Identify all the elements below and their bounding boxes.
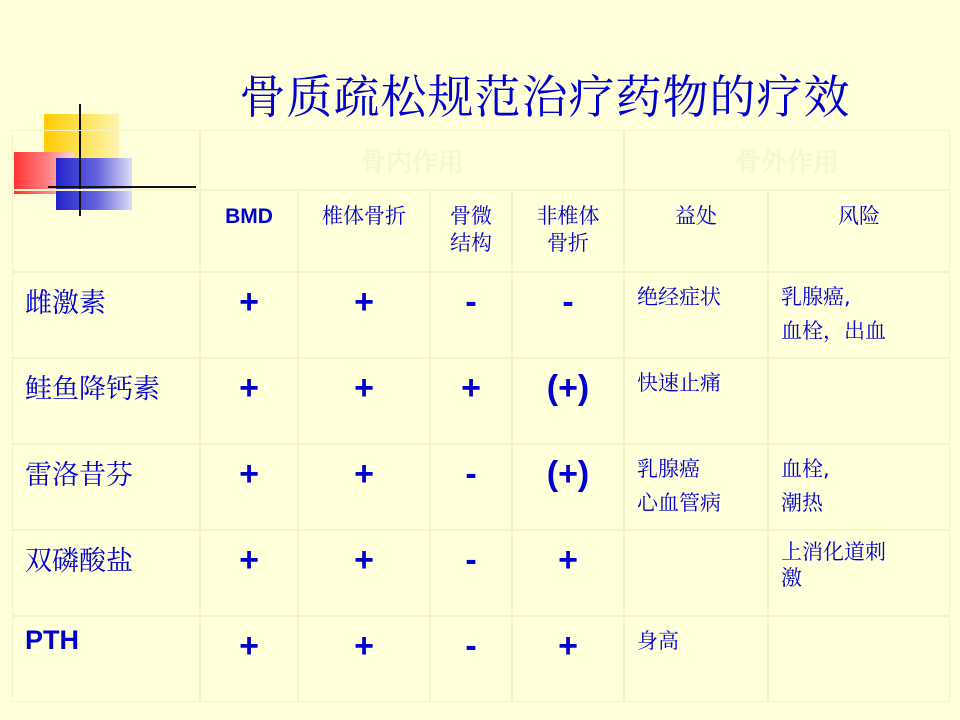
risk-line: 激 [781,566,803,591]
risk-cell [768,530,950,616]
empty-corner-cell [12,130,200,190]
group-header-bone-inner: 骨内作用 [200,130,624,190]
risk-line: 血栓，出血 [781,318,887,343]
slide-title: 骨质疏松规范治疗药物的疗效 [239,70,851,124]
header-benefit: 益处 [624,190,768,272]
vertebral-mark: + [298,444,430,530]
micro-mark: - [430,444,512,530]
non-vertebral-mark: + [512,616,624,702]
risk-line: 潮热 [781,490,824,515]
benefit-cell [624,530,768,616]
vertebral-mark: + [298,530,430,616]
table-row-estrogen [12,272,950,358]
risk-line: 血栓, [781,457,830,481]
bmd-mark: + [200,616,298,702]
risk-line: 上消化道刺 [781,540,887,564]
efficacy-table-container [12,130,950,702]
header-non-vertebral-line-2: 骨折 [547,231,589,256]
vertebral-mark: + [298,272,430,358]
risk-cell [768,358,950,444]
micro-mark: + [430,358,512,444]
vertebral-mark: + [298,616,430,702]
micro-mark: - [430,272,512,358]
drug-name: 双磷酸盐 [12,530,200,616]
table-row-salmon-calcitonin [12,358,950,444]
table-row-pth [12,616,950,702]
table-row-bisphosphonate [12,530,950,616]
benefit-cell [624,272,768,358]
header-risk: 风险 [768,190,950,272]
benefit-line: 心血管病 [637,490,722,515]
benefit-line: 绝经症状 [637,285,722,309]
empty-drug-header [12,190,200,272]
non-vertebral-mark: - [512,272,624,358]
micro-mark: - [430,530,512,616]
bmd-mark: + [200,272,298,358]
drug-name: 雌激素 [12,272,200,358]
benefit-cell [624,444,768,530]
vertebral-mark: + [298,358,430,444]
benefit-line: 乳腺癌 [637,457,701,481]
benefit-line: 快速止痛 [637,371,722,395]
column-header-row [12,190,950,272]
non-vertebral-mark: + [512,530,624,616]
table-row-raloxifene [12,444,950,530]
header-bmd: BMD [200,190,298,272]
risk-cell [768,616,950,702]
efficacy-table [12,130,950,702]
risk-line: 乳腺癌, [781,285,851,309]
micro-mark: - [430,616,512,702]
group-header-bone-outer: 骨外作用 [624,130,950,190]
header-microstructure [430,190,512,272]
drug-name: 雷洛昔芬 [12,444,200,530]
risk-cell [768,272,950,358]
bmd-mark: + [200,444,298,530]
benefit-cell [624,616,768,702]
risk-cell [768,444,950,530]
header-vertebral-fracture: 椎体骨折 [298,190,430,272]
bmd-mark: + [200,358,298,444]
non-vertebral-mark: (+) [512,444,624,530]
bmd-mark: + [200,530,298,616]
drug-name: 鲑鱼降钙素 [12,358,200,444]
header-microstructure-line-1: 骨微 [450,204,492,228]
non-vertebral-mark: (+) [512,358,624,444]
benefit-cell [624,358,768,444]
group-header-row [12,130,950,190]
drug-name: PTH [12,616,200,702]
header-microstructure-line-2: 结构 [450,231,492,256]
header-non-vertebral-fracture [512,190,624,272]
benefit-line: 身高 [637,629,680,653]
header-non-vertebral-line-1: 非椎体 [536,204,600,228]
